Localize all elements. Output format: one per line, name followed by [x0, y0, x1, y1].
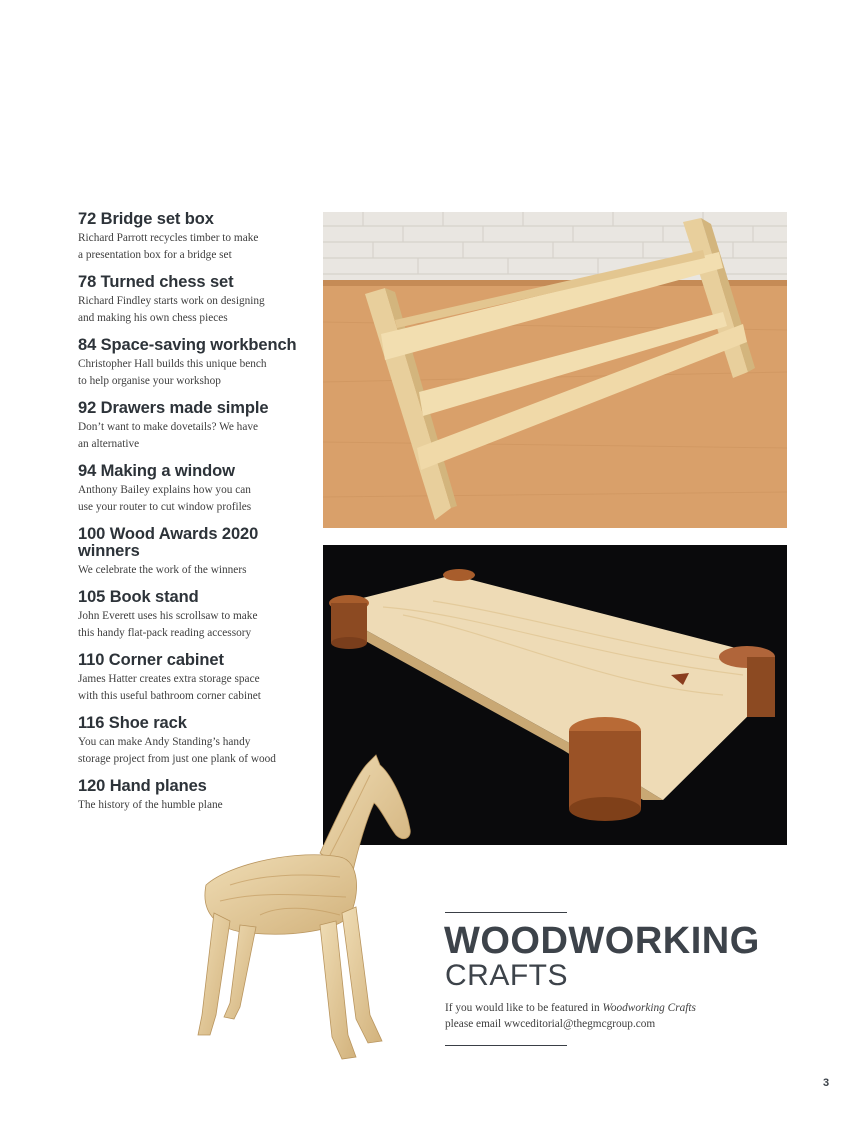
- toc-entry[interactable]: [78, 274, 318, 327]
- toc-entry-title: 105 Book stand: [78, 588, 199, 606]
- contact-magazine-name: Woodworking Crafts: [602, 1002, 696, 1014]
- page-number: 3: [822, 1077, 830, 1089]
- toc-entry-description: We celebrate the work of the winners: [78, 564, 247, 576]
- toc-entry-description: Don’t want to make dovetails? We have an alternative: [78, 421, 258, 450]
- toc-entry-description: James Hatter creates extra storage space with this useful bathroom corner cabinet: [78, 673, 261, 702]
- toc-entry-title: 92 Drawers made simple: [78, 399, 269, 417]
- toc-entry-description: John Everett uses his scrollsaw to make this handy flat-pack reading accessory: [78, 610, 258, 639]
- toc-entry-title: 100 Wood Awards 2020 winners: [78, 525, 259, 560]
- divider-bottom: [445, 1045, 567, 1046]
- toc-entry-description: Christopher Hall builds this unique bench to help organise your workshop: [78, 358, 267, 387]
- toc-entry-description: Anthony Bailey explains how you can use your router to cut window profiles: [78, 484, 252, 513]
- toc-entry-title: 72 Bridge set box: [78, 210, 214, 228]
- contents-list: [78, 211, 318, 824]
- toc-entry-title: 84 Space-saving workbench: [78, 336, 297, 354]
- toc-entry-title: 110 Corner cabinet: [78, 651, 224, 669]
- toc-entry[interactable]: [78, 337, 318, 390]
- toc-entry[interactable]: [78, 589, 318, 642]
- toc-entry-description: The history of the humble plane: [78, 799, 223, 811]
- toc-entry-description: You can make Andy Standing’s handy storage project from just one plank of wood: [78, 736, 276, 765]
- toc-entry-title: 120 Hand planes: [78, 777, 207, 795]
- contact-prefix: If you would like to be featured in: [445, 1002, 603, 1014]
- toc-entry[interactable]: [78, 211, 318, 264]
- magazine-brand-line1: WOODWORKING: [444, 920, 760, 962]
- divider-top: [445, 912, 567, 913]
- toc-entry-description: Richard Parrott recycles timber to make a presentation box for a bridge set: [78, 232, 259, 261]
- toc-entry-title: 78 Turned chess set: [78, 273, 234, 291]
- toc-entry[interactable]: [78, 526, 318, 579]
- toc-entry[interactable]: [78, 400, 318, 453]
- toc-entry[interactable]: [78, 652, 318, 705]
- toc-entry[interactable]: [78, 463, 318, 516]
- wooden-horse-illustration: [170, 745, 420, 1075]
- toc-entry-description: Richard Findley starts work on designing and making his own chess pieces: [78, 295, 265, 324]
- toc-entry-title: 116 Shoe rack: [78, 714, 187, 732]
- magazine-brand-line2: CRAFTS: [445, 959, 568, 992]
- contact-info: [445, 1000, 765, 1032]
- toc-entry-title: 94 Making a window: [78, 462, 235, 480]
- book-stand-photo: [323, 212, 787, 528]
- contact-email-line[interactable]: please email wwceditorial@thegmcgroup.com: [445, 1018, 656, 1030]
